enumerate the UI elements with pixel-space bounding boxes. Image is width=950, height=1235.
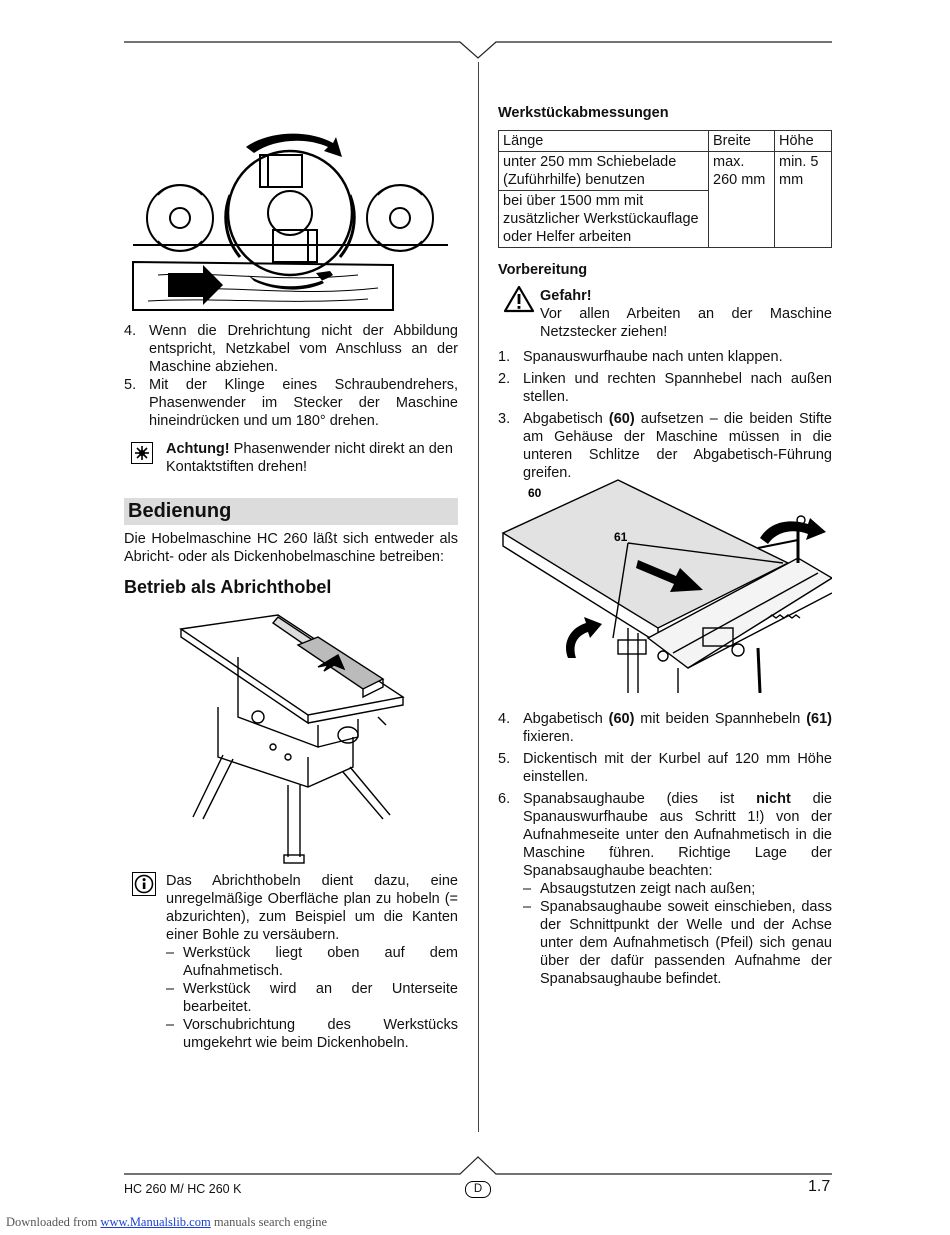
- table-cell: unter 250 mm Schiebelade (Zuführhilfe) benutzen: [499, 152, 709, 191]
- section-title: Bedienung: [128, 500, 232, 522]
- manualslib-link[interactable]: www.Manualslib.com: [100, 1215, 211, 1229]
- table-header: Länge: [499, 131, 709, 152]
- danger-label: Gefahr!: [540, 288, 592, 304]
- outfeed-table-figure: [498, 478, 832, 693]
- info-dash-item: – Werkstück liegt oben auf dem Aufnahmetisch.: [166, 945, 458, 979]
- dimensions-table: [498, 130, 832, 248]
- step-6-dash-item: – Spanabsaughaube soweit einschieben, dass der Schnittpunkt der Welle und der Achse unter dem Aufnahmetisch (Pfeil) sich genau über der dafür passenden Aufnahme der Spanabsaughaube befindet.: [523, 899, 832, 987]
- subsection-title: Betrieb als Abrichthobel: [124, 577, 332, 597]
- step-6-right: 6. Spanabsaughaube (dies ist nicht die Spanauswurfhaube aus Schritt 1!) von der Aufnahmeseite unter den Aufnahmetisch in die Maschine führen. Richtige Lage der Spanabsaughaube beachten: – Absaugstutzen zeigt nach außen; – Spanabsaughaube soweit einschieben, dass der Schnittpunkt der Welle und der Achse unter dem Aufnahmetisch (Pfeil) sich genau über der dafür passenden Aufnahme der Spanabsaughaube befindet.: [498, 791, 832, 987]
- figure-label-61: 61: [614, 530, 628, 544]
- footer-model: HC 260 M/ HC 260 K: [124, 1182, 242, 1196]
- step-5-left: 5. Mit der Klinge eines Schraubendrehers, Phasenwender im Stecker der Maschine hineindrücken und um 180° drehen.: [124, 377, 458, 429]
- step-3-right: 3. Abgabetisch (60) aufsetzen – die beiden Stifte am Gehäuse der Maschine müssen in die unteren Schlitze der Abgabetisch-Führung greifen.: [498, 411, 832, 481]
- step-5-right: 5. Dickentisch mit der Kurbel auf 120 mm Höhe einstellen.: [498, 751, 832, 785]
- page-number: 1.7: [808, 1178, 831, 1195]
- rotation-diagram: [128, 125, 458, 315]
- figure-label-60: 60: [528, 486, 542, 500]
- table-cell: bei über 1500 mm mit zusätzlicher Werkstückauflage oder Helfer arbeiten: [499, 191, 709, 248]
- danger-text: Vor allen Arbeiten an der Maschine Netzstecker ziehen!: [540, 306, 832, 340]
- info-dash-item: – Vorschubrichtung des Werkstücks umgekehrt wie beim Dickenhobeln.: [166, 1017, 458, 1051]
- prep-title: Vorbereitung: [498, 262, 588, 278]
- table-header: Breite: [709, 131, 775, 152]
- header-rule: [0, 0, 950, 70]
- table-cell: max. 260 mm: [709, 152, 775, 248]
- planer-machine-figure: [178, 607, 413, 867]
- section-bar: [124, 498, 458, 525]
- download-notice: Downloaded from www.Manualslib.com manuals search engine: [6, 1215, 327, 1229]
- caution-note: Achtung! Phasenwender nicht direkt an den Kontaktstiften drehen!: [166, 441, 453, 475]
- warning-triangle-icon: [503, 285, 535, 313]
- info-dash-item: – Werkstück wird an der Unterseite bearbeitet.: [166, 981, 458, 1015]
- info-note-text: Das Abrichthobeln dient dazu, eine unregelmäßige Oberfläche plan zu hobeln (= abzurichten), zum Beispiel um die Kanten einer Bohle zu versäubern.: [166, 873, 458, 943]
- caution-icon: [131, 442, 153, 464]
- table-header: Höhe: [775, 131, 832, 152]
- language-badge: D: [465, 1181, 491, 1198]
- step-1-right: 1. Spanauswurfhaube nach unten klappen.: [498, 349, 783, 365]
- step-4-right: 4. Abgabetisch (60) mit beiden Spannhebeln (61) fixieren.: [498, 711, 832, 745]
- table-cell: min. 5 mm: [775, 152, 832, 248]
- step-4-left: 4. Wenn die Drehrichtung nicht der Abbildung entspricht, Netzkabel vom Anschluss an der Maschine abziehen.: [124, 323, 458, 375]
- step-2-right: 2. Linken und rechten Spannhebel nach außen stellen.: [498, 371, 832, 405]
- dims-title: Werkstückabmessungen: [498, 105, 669, 121]
- intro-text: Die Hobelmaschine HC 260 läßt sich entweder als Abricht- oder als Dickenhobelmaschine betreiben:: [124, 531, 458, 565]
- column-divider: [478, 62, 479, 1132]
- info-icon: [132, 872, 156, 896]
- step-6-dash-item: – Absaugstutzen zeigt nach außen;: [523, 881, 756, 897]
- footer-rule: [0, 1150, 950, 1180]
